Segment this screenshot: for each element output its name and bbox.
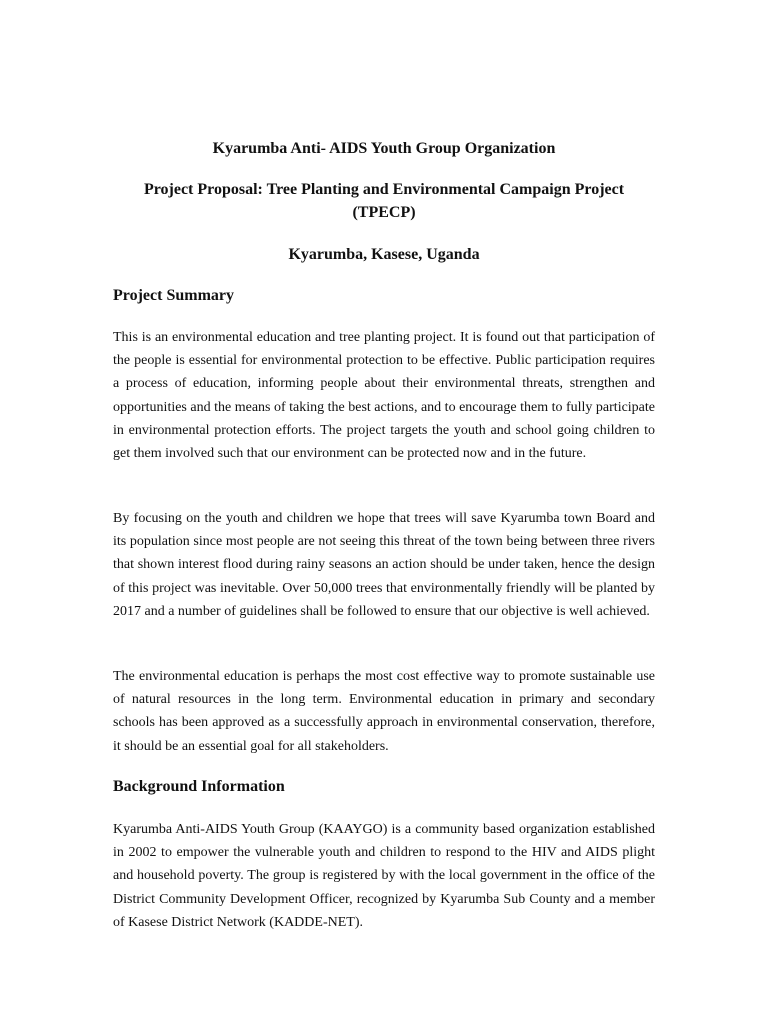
location-title: Kyarumba, Kasese, Uganda xyxy=(288,246,480,263)
section-heading-project-summary: Project Summary xyxy=(113,287,234,304)
summary-paragraph-3: The environmental education is perhaps the most cost effective way to promote sustainable use of natural resources in the long term. Environmental education in primary and secondary schools has been approved as a successfully approach in environmental conservation, therefore, it should be an essential goal for all stakeholders. xyxy=(113,669,655,754)
summary-paragraph-1: This is an environmental education and tree planting project. It is found out that participation of the people is essential for environmental protection to be effective. Public participation requires a process of education, informing people about their environmental threats, strengthen and opportunities and the means of taking the best actions, and to encourage them to fully participate in environmental protection efforts. The project targets the youth and school going children to get them involved such that our environment can be protected now and in the future. xyxy=(113,330,655,462)
organization-title: Kyarumba Anti- AIDS Youth Group Organization xyxy=(212,140,556,157)
background-paragraph-1: Kyarumba Anti-AIDS Youth Group (KAAYGO) is a community based organization established in 2002 to empower the vulnerable youth and children to respond to the HIV and AIDS plight and household poverty. The group is registered by with the local government in the office of the District Community Development Officer, recognized by Kyarumba Sub County and a member of Kasese District Network (KADDE-NET). xyxy=(113,822,655,930)
proposal-title: Project Proposal: Tree Planting and Environmental Campaign Project (TPECP) xyxy=(143,181,625,221)
section-heading-background-information: Background Information xyxy=(113,778,285,795)
summary-paragraph-2: By focusing on the youth and children we hope that trees will save Kyarumba town Board and its population since most people are not seeing this threat of the town being between three rivers that shown interest flood during rainy seasons an action should be under taken, hence the design of this project was inevitable. Over 50,000 trees that environmentally friendly will be planted by 2017 and a number of guidelines shall be followed to ensure that our objective is well achieved. xyxy=(113,511,655,619)
